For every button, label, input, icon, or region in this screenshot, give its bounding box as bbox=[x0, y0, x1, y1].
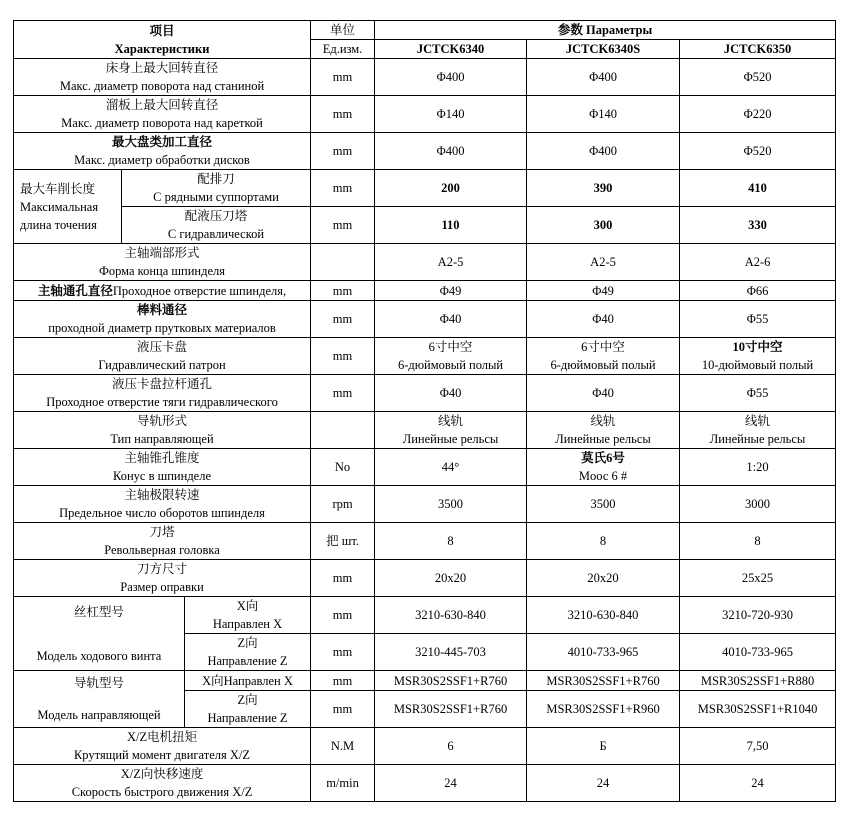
row-label bbox=[14, 728, 311, 765]
value-cell: A2-5 bbox=[375, 244, 527, 281]
unit-cell: mm bbox=[311, 560, 375, 597]
value-cell: Φ520 bbox=[680, 133, 836, 170]
row-label bbox=[14, 486, 311, 523]
value-cell: 8 bbox=[375, 523, 527, 560]
value-cell: Φ40 bbox=[527, 301, 680, 338]
value-cell: 24 bbox=[680, 765, 836, 802]
header-unit-zh: 单位 bbox=[311, 21, 375, 40]
unit-cell: mm bbox=[311, 133, 375, 170]
value-cell: 3500 bbox=[375, 486, 527, 523]
value-cell: Φ400 bbox=[527, 59, 680, 96]
value-cell bbox=[680, 338, 836, 375]
value-zh: 线轨 bbox=[745, 414, 771, 428]
value-cell: Φ520 bbox=[680, 59, 836, 96]
value-cell bbox=[527, 338, 680, 375]
label-zh: 床身上最大回转直径 bbox=[105, 61, 219, 75]
row-label bbox=[14, 301, 311, 338]
value-cell: 24 bbox=[527, 765, 680, 802]
label-zh: 刀塔 bbox=[149, 525, 175, 539]
value-ru: 6-дюймовый полый bbox=[550, 358, 656, 372]
value-ru: 10-дюймовый полый bbox=[701, 358, 814, 372]
value-cell: 390 bbox=[527, 170, 680, 207]
header-params-zh: 参数 bbox=[557, 23, 583, 37]
row-label bbox=[14, 281, 311, 301]
header-params-ru: Параметры bbox=[585, 23, 653, 37]
model-name: JCTCK6340 bbox=[375, 40, 527, 59]
value-cell: 3210-445-703 bbox=[375, 634, 527, 671]
value-ru: Moос 6 # bbox=[578, 469, 628, 483]
label-ru: Направление Z bbox=[207, 654, 288, 668]
unit-cell: mm bbox=[311, 301, 375, 338]
value-cell: 3500 bbox=[527, 486, 680, 523]
label-ru: Макс. диаметр поворота над станиной bbox=[59, 79, 265, 93]
row-sublabel bbox=[122, 207, 311, 244]
value-cell: 3210-720-930 bbox=[680, 597, 836, 634]
table-row bbox=[14, 59, 836, 96]
label-ru: С гидравлической bbox=[167, 227, 265, 241]
row-label bbox=[14, 244, 311, 281]
value-cell: Φ40 bbox=[527, 375, 680, 412]
unit-cell bbox=[311, 412, 375, 449]
row-sublabel bbox=[185, 597, 311, 634]
header-row bbox=[14, 21, 836, 40]
value-cell: Φ55 bbox=[680, 375, 836, 412]
value-cell: Φ400 bbox=[375, 133, 527, 170]
value-cell: Φ49 bbox=[375, 281, 527, 301]
unit-cell: mm bbox=[311, 59, 375, 96]
value-cell: Φ40 bbox=[375, 301, 527, 338]
value-ru: 6-дюймовый полый bbox=[397, 358, 504, 372]
unit-cell: No bbox=[311, 449, 375, 486]
value-ru: Линейные рельсы bbox=[709, 432, 806, 446]
row-group-label bbox=[14, 170, 122, 244]
value-cell: Φ66 bbox=[680, 281, 836, 301]
row-label bbox=[14, 765, 311, 802]
label-zh: X向 bbox=[236, 599, 259, 613]
value-cell: Φ49 bbox=[527, 281, 680, 301]
unit-cell: N.M bbox=[311, 728, 375, 765]
table-row bbox=[14, 301, 836, 338]
table-row bbox=[14, 486, 836, 523]
row-sublabel bbox=[185, 634, 311, 671]
label-ru: проходной диаметр прутковых материалов bbox=[48, 321, 276, 335]
value-zh: 10寸中空 bbox=[732, 340, 783, 354]
value-zh: 6寸中空 bbox=[581, 340, 625, 354]
label-zh: 最大盘类加工直径 bbox=[112, 135, 213, 149]
value-cell: Φ140 bbox=[527, 96, 680, 133]
model-name: JCTCK6340S bbox=[527, 40, 680, 59]
unit-cell: mm bbox=[311, 671, 375, 691]
unit-cell: mm bbox=[311, 170, 375, 207]
value-cell bbox=[680, 412, 836, 449]
value-cell: 410 bbox=[680, 170, 836, 207]
row-sublabel: X向Направлен X bbox=[185, 671, 311, 691]
value-cell: A2-6 bbox=[680, 244, 836, 281]
value-cell: 4010-733-965 bbox=[527, 634, 680, 671]
label-ru: Макс. диаметр поворота над кареткой bbox=[61, 116, 263, 130]
label-ru: Направление Z bbox=[207, 711, 288, 725]
label-zh: 配液压刀塔 bbox=[184, 209, 248, 223]
value-zh: 6寸中空 bbox=[428, 340, 473, 354]
table-row bbox=[14, 728, 836, 765]
unit-cell: 把 шт. bbox=[311, 523, 375, 560]
label-zh: Z向 bbox=[237, 693, 258, 707]
value-cell: 1:20 bbox=[680, 449, 836, 486]
value-cell: 20x20 bbox=[527, 560, 680, 597]
label-zh: 主轴端部形式 bbox=[124, 246, 200, 260]
value-cell bbox=[375, 412, 527, 449]
label-zh: 液压卡盘 bbox=[137, 340, 188, 354]
unit-cell: mm bbox=[311, 207, 375, 244]
row-sublabel bbox=[185, 691, 311, 728]
unit-cell: mm bbox=[311, 375, 375, 412]
value-cell bbox=[527, 412, 680, 449]
unit-cell: mm bbox=[311, 96, 375, 133]
table-row bbox=[14, 412, 836, 449]
value-cell: MSR30S2SSF1+R880 bbox=[680, 671, 836, 691]
value-cell: MSR30S2SSF1+R760 bbox=[527, 671, 680, 691]
value-cell: 6 bbox=[375, 728, 527, 765]
value-ru: Линейные рельсы bbox=[402, 432, 499, 446]
header-item-cell bbox=[14, 21, 311, 59]
value-cell: 44° bbox=[375, 449, 527, 486]
label-ru: Проходное отверстие шпинделя, bbox=[112, 283, 287, 298]
label-zh: X/Z电机扭矩 bbox=[126, 730, 198, 744]
value-cell: Φ40 bbox=[375, 375, 527, 412]
label-ru: Тип направляющей bbox=[110, 432, 214, 446]
label-ru: Крутящий момент двигателя X/Z bbox=[73, 748, 251, 762]
label-zh: X/Z向快移速度 bbox=[120, 767, 204, 781]
row-group-label bbox=[14, 671, 185, 728]
label-zh: 主轴通孔直径 bbox=[37, 283, 113, 298]
value-cell: Φ400 bbox=[375, 59, 527, 96]
value-cell: 330 bbox=[680, 207, 836, 244]
value-cell: 25x25 bbox=[680, 560, 836, 597]
label-zh: 最大车削长度 bbox=[20, 181, 96, 196]
label-zh: 主轴锥孔锥度 bbox=[124, 451, 200, 465]
value-cell: 20x20 bbox=[375, 560, 527, 597]
row-label bbox=[14, 375, 311, 412]
value-cell: 3210-630-840 bbox=[375, 597, 527, 634]
table-row bbox=[14, 96, 836, 133]
label-ru: Размер оправки bbox=[120, 580, 204, 594]
value-cell bbox=[527, 449, 680, 486]
header-unit-ru: Ед.изм. bbox=[311, 40, 375, 59]
value-cell: 24 bbox=[375, 765, 527, 802]
value-cell: 3210-630-840 bbox=[527, 597, 680, 634]
table-row bbox=[14, 560, 836, 597]
value-cell: MSR30S2SSF1+R1040 bbox=[680, 691, 836, 728]
row-sublabel bbox=[122, 170, 311, 207]
unit-cell: mm bbox=[311, 634, 375, 671]
model-name: JCTCK6350 bbox=[680, 40, 836, 59]
value-ru: Линейные рельсы bbox=[555, 432, 651, 446]
table-row bbox=[14, 133, 836, 170]
value-cell: 7,50 bbox=[680, 728, 836, 765]
label-zh: 液压卡盘拉杆通孔 bbox=[112, 377, 213, 391]
table-row bbox=[14, 170, 836, 207]
label-zh: 导轨型号 bbox=[73, 676, 124, 690]
value-cell: MSR30S2SSF1+R960 bbox=[527, 691, 680, 728]
table-row bbox=[14, 244, 836, 281]
value-cell: 8 bbox=[680, 523, 836, 560]
label-zh: 导轨形式 bbox=[137, 414, 188, 428]
value-cell: 300 bbox=[527, 207, 680, 244]
row-label bbox=[14, 523, 311, 560]
label-ru: Форма конца шпинделя bbox=[99, 264, 226, 278]
unit-cell: mm bbox=[311, 691, 375, 728]
label-ru: С рядными суппортами bbox=[153, 190, 279, 204]
row-group-label bbox=[14, 597, 185, 671]
value-cell bbox=[375, 338, 527, 375]
unit-cell bbox=[311, 244, 375, 281]
label-ru: Максимальная bbox=[20, 199, 99, 214]
table-row bbox=[14, 449, 836, 486]
label-ru: Предельное число оборотов шпинделя bbox=[59, 506, 265, 520]
unit-cell: m/min bbox=[311, 765, 375, 802]
label-zh: Z向 bbox=[237, 636, 258, 650]
label-zh: 主轴极限转速 bbox=[124, 488, 200, 502]
label-ru: Макс. диаметр обработки дисков bbox=[74, 153, 250, 167]
label-zh: 配排刀 bbox=[197, 172, 235, 186]
unit-cell: mm bbox=[311, 338, 375, 375]
table-row bbox=[14, 597, 836, 634]
value-cell: 4010-733-965 bbox=[680, 634, 836, 671]
table-row bbox=[14, 671, 836, 691]
label-ru: Конус в шпинделе bbox=[113, 469, 212, 483]
value-cell: Φ55 bbox=[680, 301, 836, 338]
value-cell: 200 bbox=[375, 170, 527, 207]
value-cell: MSR30S2SSF1+R760 bbox=[375, 691, 527, 728]
row-label bbox=[14, 412, 311, 449]
unit-cell: rpm bbox=[311, 486, 375, 523]
value-cell: Б bbox=[527, 728, 680, 765]
table-row bbox=[14, 338, 836, 375]
table-row bbox=[14, 765, 836, 802]
value-cell: MSR30S2SSF1+R760 bbox=[375, 671, 527, 691]
label-ru: Револьверная головка bbox=[104, 543, 220, 557]
row-label bbox=[14, 560, 311, 597]
value-cell: Φ220 bbox=[680, 96, 836, 133]
value-cell: 3000 bbox=[680, 486, 836, 523]
label-ru: Направлен X bbox=[212, 617, 283, 631]
row-label bbox=[14, 59, 311, 96]
value-zh: 线轨 bbox=[438, 414, 464, 428]
header-params-cell bbox=[375, 21, 836, 40]
value-cell: Φ140 bbox=[375, 96, 527, 133]
header-item-zh: 项目 bbox=[149, 23, 175, 38]
label-zh: 溜板上最大回转直径 bbox=[105, 98, 219, 112]
label-ru: длина точения bbox=[20, 217, 97, 232]
row-label bbox=[14, 133, 311, 170]
table-row bbox=[14, 281, 836, 301]
value-zh: 莫氏6号 bbox=[581, 451, 625, 465]
unit-cell: mm bbox=[311, 281, 375, 301]
value-cell: 8 bbox=[527, 523, 680, 560]
table-row bbox=[14, 375, 836, 412]
header-item-ru: Характеристики bbox=[114, 41, 210, 56]
unit-cell: mm bbox=[311, 597, 375, 634]
table-row bbox=[14, 523, 836, 560]
label-zh: 棒料通径 bbox=[137, 303, 188, 317]
value-cell: Φ400 bbox=[527, 133, 680, 170]
label-zh: 刀方尺寸 bbox=[137, 562, 188, 576]
row-label bbox=[14, 96, 311, 133]
label-ru: Модель направляющей bbox=[37, 708, 161, 722]
spec-table bbox=[13, 20, 836, 802]
value-cell: 110 bbox=[375, 207, 527, 244]
row-label bbox=[14, 449, 311, 486]
label-ru: Гидравлический патрон bbox=[98, 358, 226, 372]
label-ru: Проходное отверстие тяги гидравлического bbox=[46, 395, 278, 409]
row-label bbox=[14, 338, 311, 375]
value-zh: 线轨 bbox=[590, 414, 616, 428]
label-zh: 丝杠型号 bbox=[73, 604, 124, 619]
label-ru: Скорость быстрого движения X/Z bbox=[71, 785, 253, 799]
table-row bbox=[14, 207, 836, 244]
label-ru: Модель ходового винта bbox=[36, 648, 162, 663]
value-cell: A2-5 bbox=[527, 244, 680, 281]
